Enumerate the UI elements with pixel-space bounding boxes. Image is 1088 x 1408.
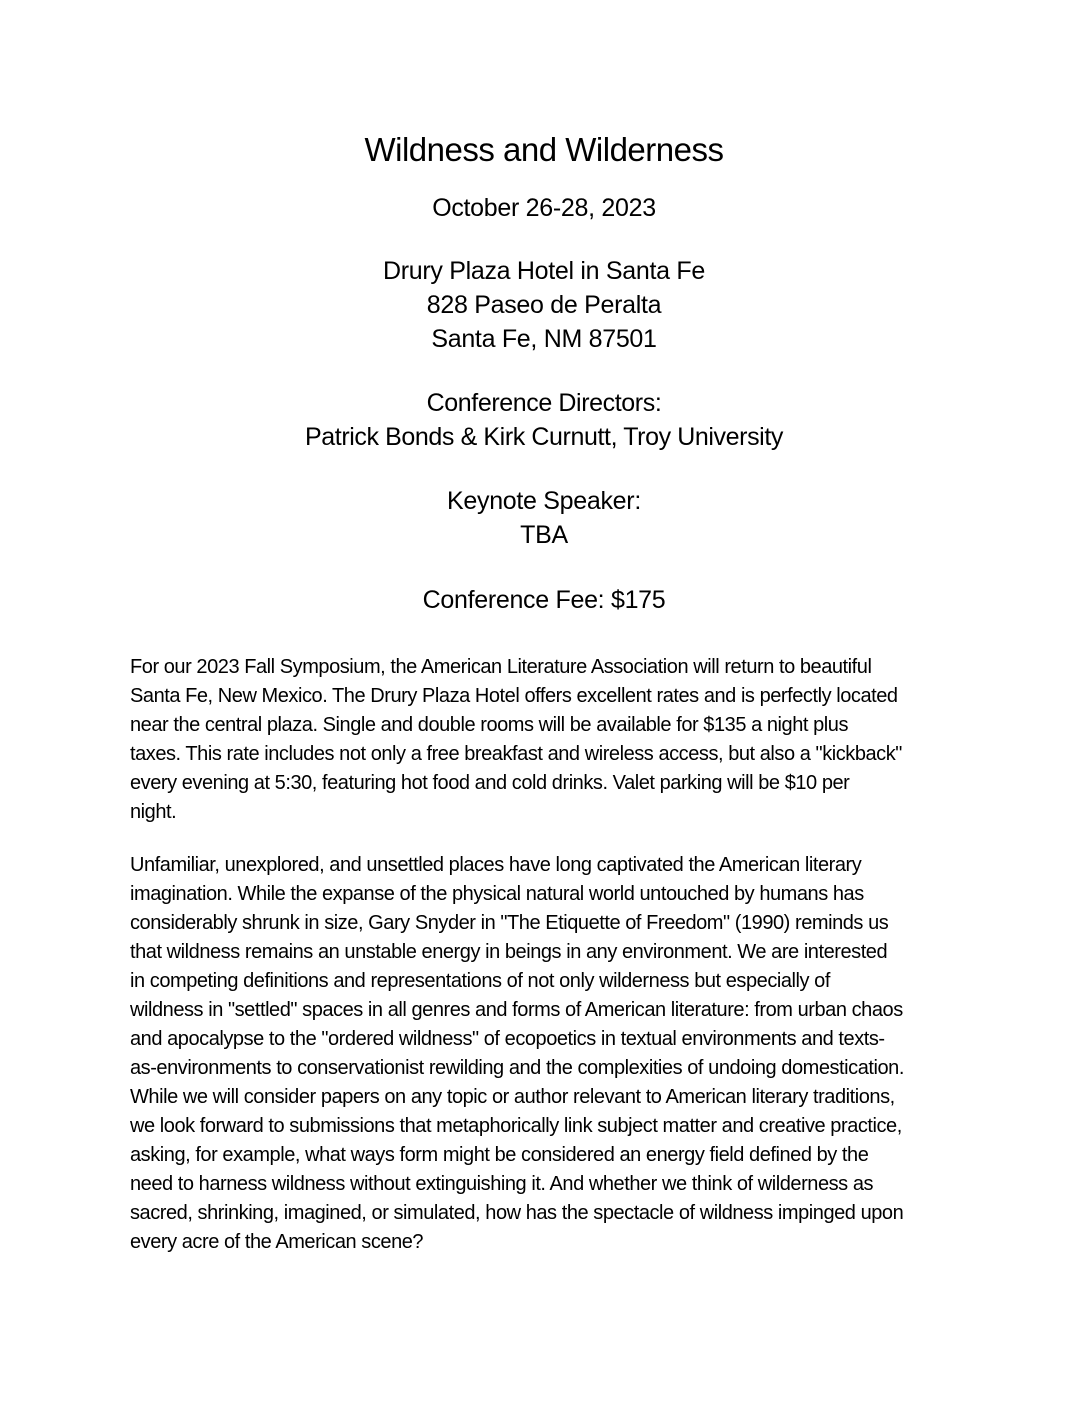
- paragraph-line: as-environments to conservationist rewilding and the complexities of undoing domestication.: [130, 1057, 904, 1079]
- paragraph-line: every acre of the American scene?: [130, 1231, 424, 1253]
- paragraph-line: While we will consider papers on any topic or author relevant to American literary traditions,: [130, 1086, 895, 1108]
- paragraph-line: in competing definitions and representations of not only wilderness but especially of: [130, 970, 830, 992]
- conference-dates: October 26-28, 2023: [432, 194, 656, 222]
- directors-names: Patrick Bonds & Kirk Curnutt, Troy University: [305, 423, 783, 451]
- keynote-speaker: [0, 484, 1088, 552]
- paragraph-line: considerably shrunk in size, Gary Snyder in "The Etiquette of Freedom" (1990) reminds us: [130, 912, 889, 934]
- paragraph-line: wildness in "settled" spaces in all genres and forms of American literature: from urban chaos: [130, 999, 903, 1021]
- keynote-name: TBA: [520, 521, 568, 549]
- paragraph-line: every evening at 5:30, featuring hot food and cold drinks. Valet parking will be $10 per: [130, 772, 850, 794]
- paragraph-line: need to harness wildness without extinguishing it. And whether we think of wilderness as: [130, 1173, 874, 1195]
- paragraph-line: night.: [130, 801, 177, 823]
- venue-hotel: Drury Plaza Hotel in Santa Fe: [382, 257, 705, 285]
- venue-address: [0, 254, 1088, 356]
- paragraph-line: and apocalypse to the "ordered wildness" of ecopoetics in textual environments and texts-: [130, 1028, 885, 1050]
- paragraph-line: near the central plaza. Single and double rooms will be available for $135 a night plus: [130, 714, 848, 736]
- paragraph-line: that wildness remains an unstable energy in beings in any environment. We are interested: [130, 941, 888, 963]
- paragraph-line: imagination. While the expanse of the physical natural world untouched by humans has: [130, 883, 864, 905]
- paragraph-line: taxes. This rate includes not only a free breakfast and wireless access, but also a "kickback": [130, 743, 902, 765]
- paragraph-line: Santa Fe, New Mexico. The Drury Plaza Hotel offers excellent rates and is perfectly located: [130, 685, 898, 707]
- symposium-info-paragraph: [130, 653, 970, 827]
- paragraph-line: we look forward to submissions that metaphorically link subject matter and creative practice,: [130, 1115, 902, 1137]
- paragraph-line: sacred, shrinking, imagined, or simulated, how has the spectacle of wildness impinged upon: [130, 1202, 904, 1224]
- conference-directors: [0, 386, 1088, 454]
- venue-city: Santa Fe, NM 87501: [431, 325, 657, 353]
- paragraph-line: For our 2023 Fall Symposium, the American Literature Association will return to beautiful: [130, 656, 872, 678]
- call-for-papers-paragraph: [130, 851, 970, 1257]
- keynote-label: Keynote Speaker:: [447, 487, 641, 515]
- conference-fee: Conference Fee: $175: [422, 586, 666, 614]
- document-title: Wildness and Wilderness: [364, 131, 724, 168]
- paragraph-line: Unfamiliar, unexplored, and unsettled places have long captivated the American literary: [130, 854, 862, 876]
- directors-label: Conference Directors:: [426, 389, 662, 417]
- venue-street: 828 Paseo de Peralta: [426, 291, 662, 319]
- paragraph-line: asking, for example, what ways form might be considered an energy field defined by the: [130, 1144, 869, 1166]
